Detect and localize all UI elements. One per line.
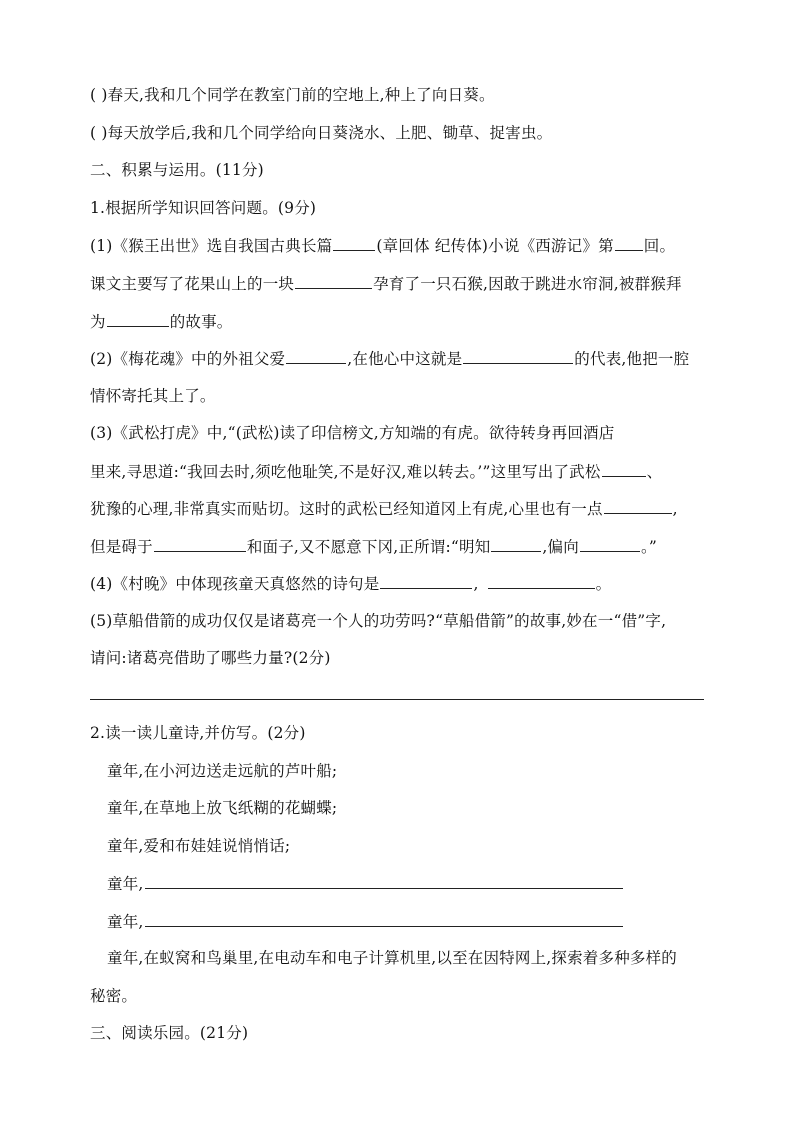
answer-blank[interactable] — [333, 235, 375, 251]
sort-sentence-2: ( )每天放学后,我和几个同学给向日葵浇水、上肥、锄草、捉害虫。 — [90, 124, 553, 142]
item-2-line-1 — [90, 348, 689, 369]
answer-blank[interactable] — [615, 235, 643, 251]
answer-blank[interactable] — [580, 536, 640, 552]
section-2-heading: 二、积累与运用。(11分) — [90, 161, 264, 179]
item-1-text-a: (1)《猴王出世》选自我国古典长篇 — [90, 237, 333, 255]
answer-blank[interactable] — [491, 536, 541, 552]
item-1-line-3 — [90, 311, 233, 332]
item-2-text-c: 的代表,他把一腔 — [574, 350, 690, 368]
item-3-text-f: 但是碍于 — [90, 538, 153, 556]
question-1-heading: 1.根据所学知识回答问题。(9分) — [90, 199, 317, 217]
question-2-heading: 2.读一读儿童诗,并仿写。(2分) — [90, 724, 306, 742]
item-3-line-3 — [90, 498, 678, 519]
sort-sentence-1: ( )春天,我和几个同学在教室门前的空地上,种上了向日葵。 — [90, 86, 495, 104]
answer-blank[interactable] — [286, 348, 346, 364]
item-2-text-a: (2)《梅花魂》中的外祖父爱 — [90, 350, 286, 368]
poem-line-5-text: 童年, — [107, 913, 144, 931]
item-1-text-e: 孕育了一只石猴,因敢于跳进水帘洞,被群猴拜 — [373, 275, 682, 293]
item-4-text-a: (4)《村晚》中体现孩童天真悠然的诗句是 — [90, 575, 380, 593]
item-1-text-g: 的故事。 — [169, 313, 233, 331]
answer-blank[interactable] — [107, 311, 169, 327]
poem-line-5 — [107, 911, 624, 932]
item-5-line-1: (5)草船借箭的成功仅仅是诸葛亮一个人的功劳吗?“草船借箭”的故事,妙在一“借”字, — [90, 612, 667, 630]
item-1-text-c: 回。 — [643, 237, 676, 255]
poem-line-6: 童年,在蚁窝和鸟巢里,在电动车和电子计算机里,以至在因特网上,探索着多种多样的 — [107, 949, 678, 967]
item-3-text-c: 、 — [646, 463, 663, 481]
answer-blank[interactable] — [145, 911, 623, 927]
poem-line-3: 童年,爱和布娃娃说悄悄话; — [107, 837, 291, 855]
item-4-line-1 — [90, 573, 611, 594]
item-1-line-2 — [90, 273, 682, 294]
item-1-text-d: 课文主要写了花果山上的一块 — [90, 275, 295, 293]
item-2-text-b: ,在他心中这就是 — [347, 350, 463, 368]
answer-blank[interactable] — [488, 573, 595, 589]
answer-blank[interactable] — [463, 348, 573, 364]
answer-blank[interactable] — [295, 273, 372, 289]
item-1-text-f: 为 — [90, 313, 106, 331]
poem-line-4-text: 童年, — [107, 875, 144, 893]
item-3-line-1: (3)《武松打虎》中,“(武松)读了印信榜文,方知端的有虎。欲待转身再回酒店 — [90, 424, 615, 442]
item-3-text-b: 里来,寻思道:“我回去时,须吃他耻笑,不是好汉,难以转去。’”这里写出了武松 — [90, 463, 601, 481]
item-2-line-2: 情怀寄托其上了。 — [90, 387, 216, 405]
item-3-line-2 — [90, 461, 662, 482]
item-3-line-4 — [90, 536, 657, 557]
item-3-text-g: 和面子,又不愿意下冈,正所谓:“明知 — [246, 538, 491, 556]
answer-line[interactable] — [90, 699, 704, 700]
item-3-text-i: 。” — [640, 538, 658, 556]
answer-blank[interactable] — [145, 873, 623, 889]
answer-blank[interactable] — [604, 498, 672, 514]
poem-line-2: 童年,在草地上放飞纸糊的花蝴蝶; — [107, 799, 338, 817]
section-3-heading: 三、阅读乐园。(21分) — [90, 1024, 249, 1042]
answer-blank[interactable] — [602, 461, 646, 477]
item-4-text-b: , — [473, 575, 479, 593]
item-3-text-h: ,偏向 — [542, 538, 579, 556]
item-4-text-c: 。 — [595, 575, 612, 593]
item-3-text-e: , — [672, 500, 678, 518]
poem-line-1: 童年,在小河边送走远航的芦叶船; — [107, 762, 338, 780]
answer-blank[interactable] — [154, 536, 246, 552]
item-1-text-b: (章回体 纪传体)小说《西游记》第 — [376, 237, 614, 255]
item-3-text-d: 犹豫的心理,非常真实而贴切。这时的武松已经知道冈上有虎,心里也有一点 — [90, 500, 603, 518]
answer-blank[interactable] — [380, 573, 472, 589]
poem-line-7: 秘密。 — [90, 987, 138, 1005]
item-1-line-1 — [90, 235, 675, 256]
poem-line-4 — [107, 873, 624, 894]
item-5-line-2: 请问:诸葛亮借助了哪些力量?(2分) — [90, 649, 331, 667]
